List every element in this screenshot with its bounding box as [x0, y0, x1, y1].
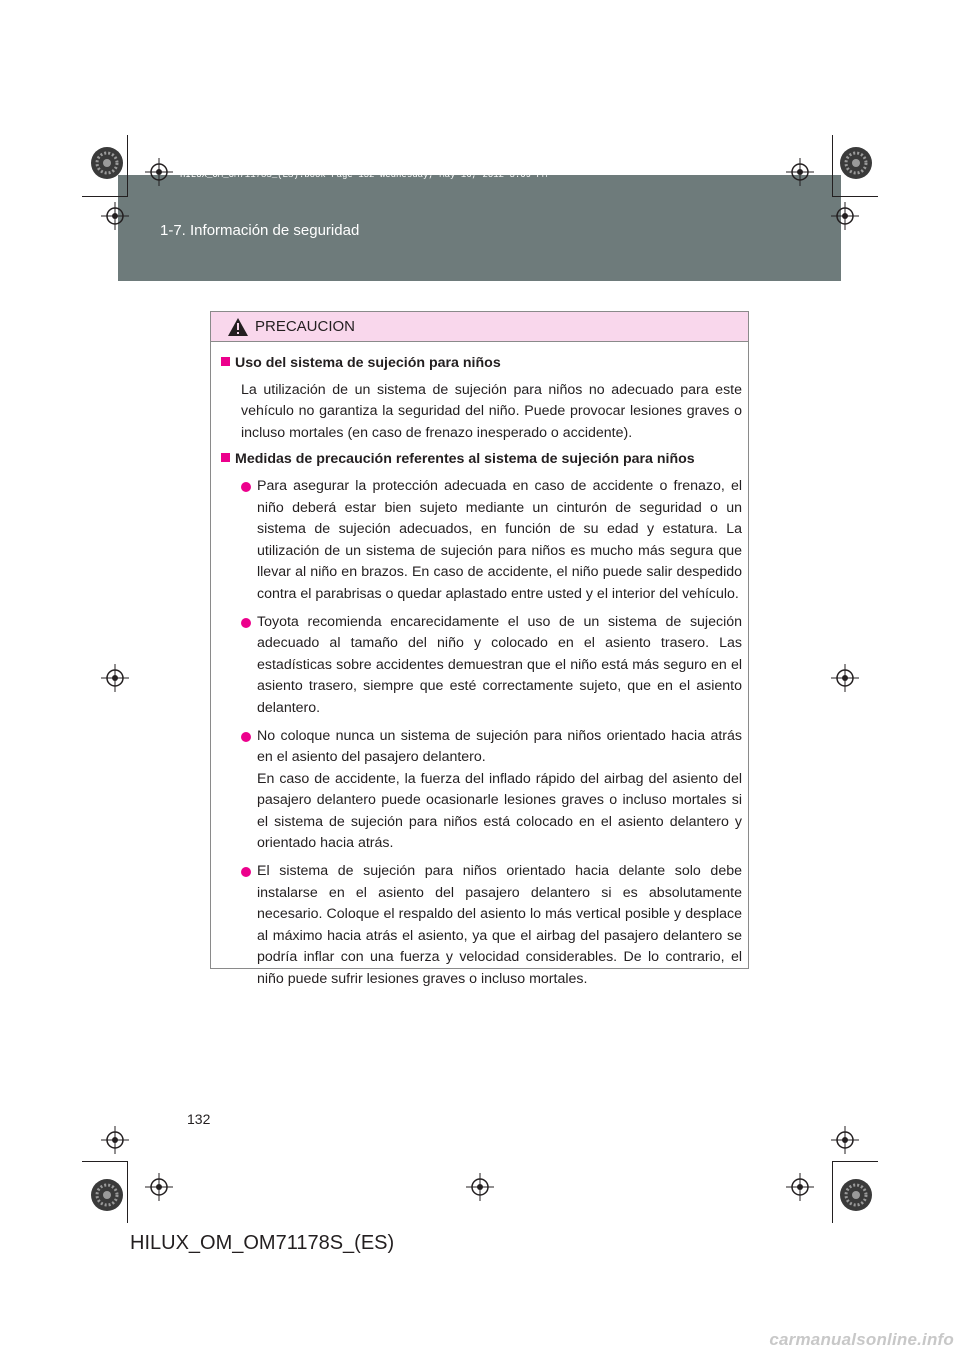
- crosshair-icon: [831, 1126, 859, 1154]
- section-heading: Medidas de precaución referentes al sistema de sujeción para niños: [221, 449, 742, 471]
- bullet-list: [221, 476, 742, 991]
- round-bullet-icon: [241, 732, 251, 742]
- crosshair-icon: [145, 1173, 173, 1201]
- crop-line: [127, 1161, 128, 1223]
- watermark: carmanualsonline.info: [769, 1330, 954, 1349]
- crosshair-icon: [101, 202, 129, 230]
- crosshair-icon: [786, 1173, 814, 1201]
- caution-box: [210, 311, 749, 988]
- crop-line: [832, 196, 878, 197]
- list-item: No coloque nunca un sistema de sujeción para niños orientado hacia atrás en el asiento del pasajero delantero. En caso de accidente, la fuerza del inflado rápido del airbag del asiento del pasajero delantero puede ocasionarle lesiones graves o incluso mortales si el sistema de sujeción para niños está colocado en el asiento delantero y orientado hacia atrás.: [241, 726, 742, 856]
- crosshair-icon: [101, 664, 129, 692]
- section-heading: Uso del sistema de sujeción para niños: [221, 353, 742, 375]
- crosshair-icon: [145, 158, 173, 186]
- round-bullet-icon: [241, 482, 251, 492]
- warning-triangle-icon: [227, 317, 249, 337]
- registration-target-icon: [838, 1177, 874, 1213]
- square-bullet-icon: [221, 357, 230, 366]
- crop-line: [832, 1161, 878, 1162]
- crosshair-icon: [101, 1126, 129, 1154]
- section-paragraph: La utilización de un sistema de sujeción para niños no adecuado para este vehículo no garantiza la seguridad del niño. Puede provocar lesiones graves o incluso mortales (en caso de frenazo inesperado o accidente).: [241, 381, 742, 441]
- square-bullet-icon: [221, 453, 230, 462]
- registration-target-icon: [89, 1177, 125, 1213]
- crop-line: [832, 135, 833, 197]
- list-item: Toyota recomienda encarecidamente el uso de un sistema de sujeción adecuado al tamaño del niño y colocado en el asiento trasero. Las estadísticas sobre accidentes demuestran que el niño está más seguro en el asiento trasero, siempre que esté correctamente sujeto, que en el asiento delantero.: [241, 612, 742, 720]
- crosshair-icon: [831, 664, 859, 692]
- caution-header: [211, 312, 748, 342]
- crop-line: [82, 1161, 128, 1162]
- registration-target-icon: [838, 145, 874, 181]
- crosshair-icon: [786, 158, 814, 186]
- caution-title: PRECAUCION: [255, 318, 356, 335]
- registration-target-icon: [89, 145, 125, 181]
- document-code: HILUX_OM_OM71178S_(ES): [130, 1232, 395, 1254]
- page-number: 132: [187, 1111, 211, 1127]
- caution-body: [211, 342, 748, 991]
- round-bullet-icon: [241, 867, 251, 877]
- crosshair-icon: [466, 1173, 494, 1201]
- crosshair-icon: [831, 202, 859, 230]
- crop-line: [82, 196, 128, 197]
- file-stamp: HILUX_OM_OM71178S_(ES).book Page 132 Wednesday, May 16, 2012 3:09 PM: [180, 170, 548, 180]
- list-item: El sistema de sujeción para niños orientado hacia delante solo debe instalarse en el asiento del pasajero delantero si es absolutamente necesario. Coloque el respaldo del asiento lo más vertical posible y desplace al máximo hacia atrás el asiento, ya que el airbag del pasajero delantero se podría inflar con una fuerza y velocidad considerables. De lo contrario, el niño puede sufrir lesiones graves o incluso mortales.: [241, 861, 742, 991]
- list-item: Para asegurar la protección adecuada en caso de accidente o frenazo, el niño deberá estar bien sujeto mediante un cinturón de seguridad o un sistema de sujeción adecuados, en función de su edad y estatura. La utilización de un sistema de sujeción para niños es mucho más segura que llevar al niño en brazos. En caso de accidente, el niño puede salir despedido contra el parabrisas o quedar aplastado entre usted y el interior del vehículo.: [241, 476, 742, 606]
- crop-line: [832, 1161, 833, 1223]
- section-title: 1-7. Información de seguridad: [160, 222, 360, 239]
- round-bullet-icon: [241, 618, 251, 628]
- crop-line: [127, 135, 128, 197]
